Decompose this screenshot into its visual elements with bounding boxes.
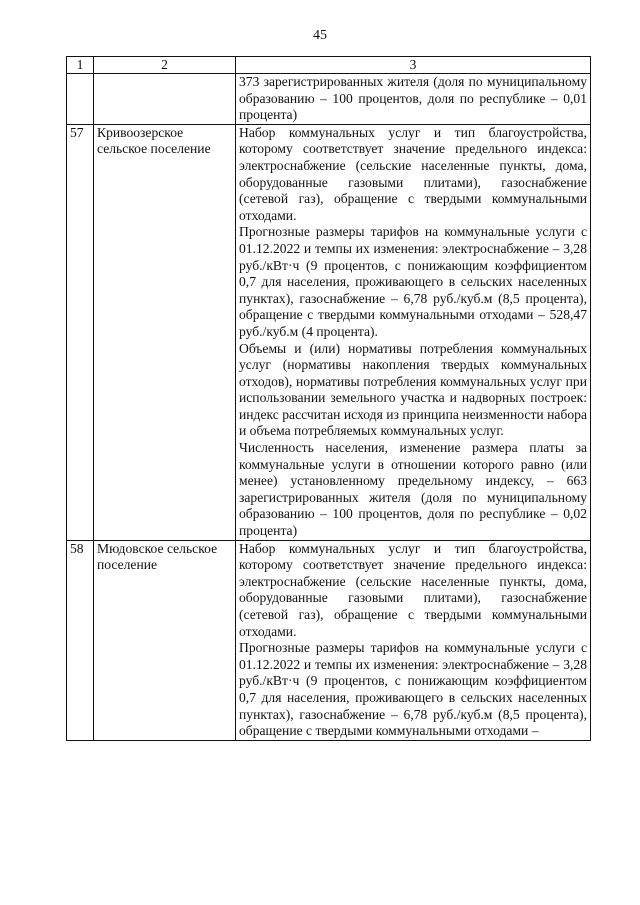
table-row bbox=[67, 124, 591, 540]
paragraph: Численность населения, изменение размера платы за коммунальные услуги в отношении которого равно (или менее) установленному предельному индексу, – 663 зарегистрированных жителя (доля по муниципальному образованию – 100 процентов, доля по республике – 0,02 процента) bbox=[239, 440, 587, 539]
table-row bbox=[67, 74, 591, 125]
row-description bbox=[236, 124, 591, 540]
row-number: 58 bbox=[67, 540, 94, 740]
table-header-row bbox=[67, 57, 591, 74]
paragraph: 373 зарегистрированных жителя (доля по муниципальному образованию – 100 процентов, доля по республике – 0,01 процента) bbox=[239, 74, 587, 123]
tariff-table bbox=[66, 56, 591, 741]
paragraph: Объемы и (или) нормативы потребления коммунальных услуг (нормативы накопления твердых коммунальных отходов), нормативы потребления коммунальных услуг при использовании земельного участка и надворных построек: индекс рассчитан исходя из принципа неизменности набора и объема потребляемых коммунальных услуг. bbox=[239, 340, 587, 439]
municipality-name: Кривоозерское сельское поселение bbox=[94, 124, 236, 540]
column-header-2: 2 bbox=[94, 57, 236, 74]
table-row bbox=[67, 540, 591, 740]
column-header-1: 1 bbox=[67, 57, 94, 74]
paragraph: Набор коммунальных услуг и тип благоустройства, которому соответствует значение предельного индекса: электроснабжение (сельские населенные пункты, дома, оборудованные газовыми плитами), газоснабжение (сетевой газ), обращение с твердыми коммунальными отходами. bbox=[239, 124, 587, 223]
page-number: 45 bbox=[313, 28, 327, 43]
paragraph: Набор коммунальных услуг и тип благоустройства, которому соответствует значение предельного индекса: электроснабжение (сельские населенные пункты, дома, оборудованные газовыми плитами), газоснабжение (сетевой газ), обращение с твердыми коммунальными отходами. bbox=[239, 540, 587, 639]
paragraph: Прогнозные размеры тарифов на коммунальные услуги с 01.12.2022 и темпы их изменения: электроснабжение – 3,28 руб./кВт·ч (9 процентов, с понижающим коэффициентом 0,7 для населения, проживающего в сельских населенных пунктах), газоснабжение – 6,78 руб./куб.м (8,5 процента), обращение с твердыми коммунальными отходами – bbox=[239, 640, 587, 739]
row-description bbox=[236, 540, 591, 740]
column-header-3: 3 bbox=[236, 57, 591, 74]
row-description bbox=[236, 74, 591, 125]
row-number: 57 bbox=[67, 124, 94, 540]
municipality-name bbox=[94, 74, 236, 125]
paragraph: Прогнозные размеры тарифов на коммунальные услуги с 01.12.2022 и темпы их изменения: электроснабжение – 3,28 руб./кВт·ч (9 процентов, с понижающим коэффициентом 0,7 для населения, проживающего в сельских населенных пунктах), газоснабжение – 6,78 руб./куб.м (8,5 процента), обращение с твердыми коммунальными отходами – 528,47 руб./куб.м (4 процента). bbox=[239, 224, 587, 339]
row-number bbox=[67, 74, 94, 125]
municipality-name: Мюдовское сельское поселение bbox=[94, 540, 236, 740]
